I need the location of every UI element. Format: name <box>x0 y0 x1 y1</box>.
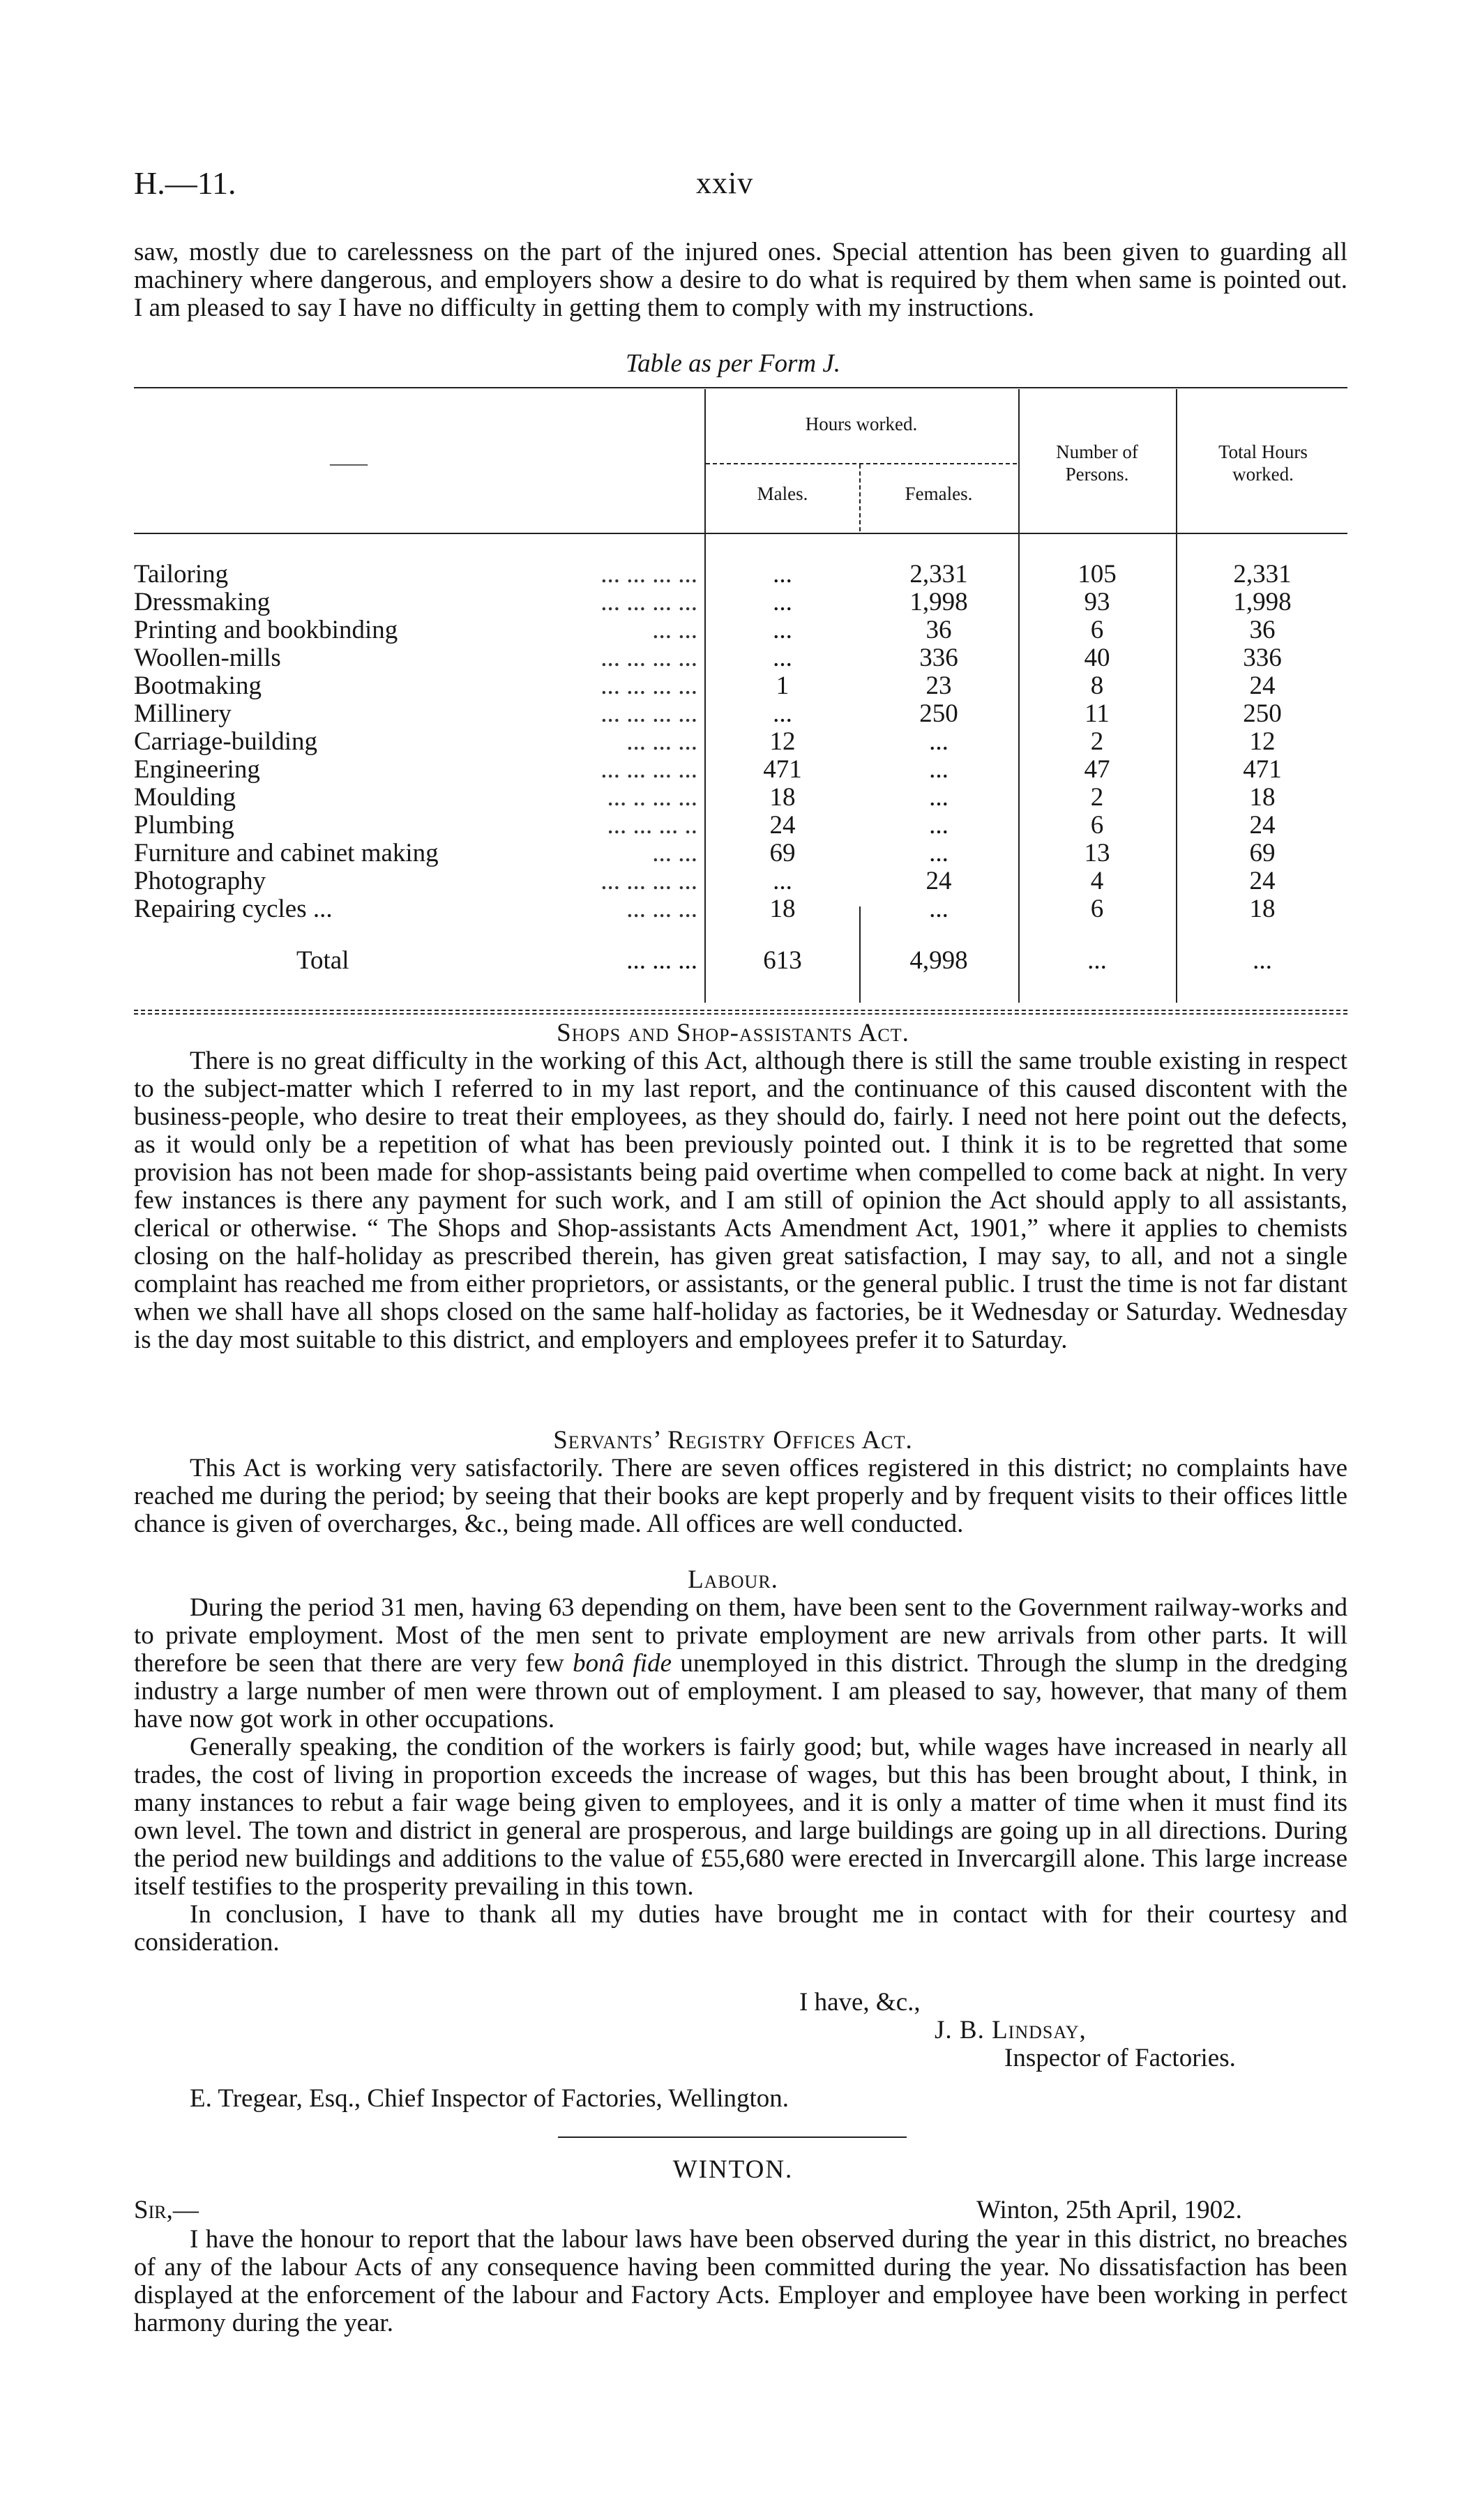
labour-p1-before: During the period 31 men, having 63 depending on them, have been sent to the Government railway-works and to private employment. Most of the men sent to private employment are new arrivals from other parts. It will therefore be seen that there are very few <box>134 1593 1347 1678</box>
cell-males: 18 <box>769 895 796 923</box>
cell-females: ... <box>929 895 949 923</box>
report-code: H.—11. <box>134 165 236 201</box>
cell-total-hours: 12 <box>1249 727 1276 756</box>
section-divider <box>558 2136 907 2138</box>
winton-paragraph: I have the honour to report that the labour laws have been observed during the year in this district, no breaches of any of the labour Acts of any consequence having been committed during the year. No dissatisfaction has been displayed at the enforcement of the labour and Factory Acts. Employer and employee have been working in perfect harmony during the year. <box>134 2225 1347 2337</box>
cell-total-hours: 1,998 <box>1233 588 1292 616</box>
row-label: Repairing cycles ... <box>134 895 333 923</box>
total-leaders: ... ... ... <box>626 946 697 975</box>
cell-persons: 11 <box>1085 699 1110 728</box>
section-servants <box>134 1455 1347 1538</box>
closing-line: I have, &c., <box>799 1988 921 2017</box>
section-heading-shops: Shops and Shop-assistants Act. <box>557 1019 909 1047</box>
letter-date: Winton, 25th April, 1902. <box>976 2196 1242 2224</box>
addressee: E. Tregear, Esq., Chief Inspector of Factories, Wellington. <box>190 2084 789 2113</box>
cell-males: ... <box>773 699 792 728</box>
salutation: Sir,— <box>134 2196 199 2224</box>
cell-males: 471 <box>763 755 802 784</box>
row-label: Printing and bookbinding <box>134 616 398 644</box>
row-label: Engineering <box>134 755 260 784</box>
cell-females: ... <box>929 755 949 784</box>
row-label: Dressmaking <box>134 588 271 616</box>
cell-males: ... <box>773 867 792 895</box>
labour-paragraph-2: Generally speaking, the condition of the workers is fairly good; but, while wages have increased in nearly all trades, the cost of living in proportion exceeds the increase of wages, but this has been brought about, I think, in many instances to rebut a fair wage being given to employees, and it is only a matter of time when it must find its own level. The town and district in general are prosperous, and large buildings are going up in all directions. During the period new buildings and additions to the value of £55,680 were erected in Invercargill alone. This large increase itself testifies to the prosperity prevailing in this town. <box>134 1733 1347 1901</box>
cell-females: 1,998 <box>909 588 968 616</box>
cell-males: ... <box>773 644 792 672</box>
cell-total-hours: 24 <box>1249 867 1276 895</box>
winton-body <box>134 2226 1347 2337</box>
col-header-males: Males. <box>757 483 808 504</box>
cell-persons: 8 <box>1090 671 1104 700</box>
row-leaders: ... ... ... ... <box>600 588 697 616</box>
cell-females: 2,331 <box>909 560 968 589</box>
cell-females: ... <box>929 811 949 840</box>
cell-persons: 40 <box>1084 644 1110 672</box>
row-leaders: ... ... <box>652 616 697 644</box>
section-heading-labour: Labour. <box>688 1565 778 1594</box>
group-rule <box>706 463 1017 464</box>
cell-females: 36 <box>925 616 952 644</box>
cell-total-hours: 250 <box>1243 699 1282 728</box>
cell-females: 23 <box>925 671 952 700</box>
cell-total-hours: 69 <box>1249 839 1276 867</box>
stub-header: —— <box>330 453 368 473</box>
row-leaders: ... ... ... ... <box>600 671 697 700</box>
row-label: Plumbing <box>134 811 234 840</box>
total-top-rule-2 <box>134 1013 1347 1015</box>
col-header-total-hours: Total Hours worked. <box>1218 441 1308 485</box>
cell-females: ... <box>929 783 949 812</box>
row-label: Tailoring <box>134 560 229 589</box>
row-leaders: ... ... ... .. <box>607 811 697 840</box>
intro-text: saw, mostly due to carelessness on the part of the injured ones. Special attention has been given to guarding all machinery where dangerous, and employers show a desire to do what is required by them when same is pointed out. I am pleased to say I have no difficulty in getting them to comply with my instructions. <box>134 238 1347 322</box>
section-heading-servants: Servants’ Registry Offices Act. <box>553 1426 913 1455</box>
col-header-females: Females. <box>905 483 973 504</box>
cell-persons: 13 <box>1084 839 1110 867</box>
table-caption: Table as per Form J. <box>626 349 840 378</box>
total-females: 4,998 <box>909 946 968 975</box>
total-hours: ... <box>1253 946 1272 975</box>
cell-persons: 4 <box>1090 867 1104 895</box>
cell-total-hours: 24 <box>1249 671 1276 700</box>
row-leaders: ... ... ... <box>626 727 697 756</box>
cell-persons: 47 <box>1084 755 1110 784</box>
group-header: Hours worked. <box>805 413 918 434</box>
cell-persons: 2 <box>1090 783 1104 812</box>
labour-p1-after: unemployed in this district. Through the slump in the dredging industry a large number of men were thrown out of employment. I am pleased to say, however, that many of them have now got work in other occupations. <box>134 1649 1347 1733</box>
row-leaders: ... ... ... ... <box>600 699 697 728</box>
page-number: xxiv <box>696 166 754 200</box>
cell-males: 1 <box>776 671 789 700</box>
cell-males: 69 <box>769 839 796 867</box>
intro-paragraph <box>134 238 1347 322</box>
cell-persons: 105 <box>1078 560 1117 589</box>
cell-males: ... <box>773 616 792 644</box>
section-shops <box>134 1047 1347 1354</box>
row-leaders: ... ... ... ... <box>600 644 697 672</box>
row-leaders: ... .. ... ... <box>607 783 697 812</box>
labour-paragraph-1 <box>134 1594 1347 1733</box>
cell-persons: 6 <box>1090 895 1104 923</box>
total-males: 613 <box>763 946 802 975</box>
cell-total-hours: 24 <box>1249 811 1276 840</box>
labour-paragraph-3: In conclusion, I have to thank all my duties have brought me in contact with for their courtesy and consideration. <box>134 1900 1347 1957</box>
row-leaders: ... ... ... ... <box>600 867 697 895</box>
table-top-rule <box>134 387 1347 388</box>
cell-total-hours: 18 <box>1249 895 1276 923</box>
cell-total-hours: 2,331 <box>1233 560 1292 589</box>
row-label: Moulding <box>134 783 236 812</box>
labour-p1-italic: bonâ fide <box>573 1649 672 1678</box>
cell-persons: 6 <box>1090 811 1104 840</box>
row-label: Millinery <box>134 699 232 728</box>
winton-heading: WINTON. <box>672 2155 794 2184</box>
header-bottom-rule <box>134 533 1347 534</box>
cell-total-hours: 18 <box>1249 783 1276 812</box>
shops-paragraph: There is no great difficulty in the working of this Act, although there is still the same trouble existing in respect to the subject-matter which I referred to in my last report, and the continuance of this caused discontent with the business-people, who desire to treat their employees, as they should do, fairly. I need not here point out the defects, as it would only be a repetition of what has been previously pointed out. I think it is to be regretted that some provision has not been made for shop-assistants being paid overtime when compelled to come back at night. In very few instances is there any payment for such work, and I am still of opinion the Act should apply to all assistants, clerical or otherwise. “ The Shops and Shop-assistants Acts Amendment Act, 1901,” where it applies to chemists closing on the half-holiday as prescribed therein, has given great satisfaction, I may say, to all, and not a single complaint has reached me from either proprietors, or assistants, or the general public. I trust the time is not far distant when we shall have all shops closed on the same half-holiday as factories, be it Wednesday or Saturday. Wednesday is the day most suitable to this district, and employers and employees prefer it to Saturday. <box>134 1047 1347 1354</box>
row-label: Bootmaking <box>134 671 262 700</box>
cell-total-hours: 36 <box>1249 616 1276 644</box>
cell-total-hours: 471 <box>1243 755 1282 784</box>
cell-females: 336 <box>919 644 958 672</box>
cell-females: ... <box>929 727 949 756</box>
signatory-name: J. B. Lindsay, <box>935 2016 1087 2044</box>
cell-males: 18 <box>769 783 796 812</box>
row-label: Carriage-building <box>134 727 318 756</box>
cell-males: 12 <box>769 727 796 756</box>
servants-paragraph: This Act is working very satisfactorily. There are seven offices registered in this district; no complaints have reached me during the period; by seeing that their books are kept properly and by frequent visits to their offices little chance is given of overcharges, &c., being made. All offices are well conducted. <box>134 1454 1347 1538</box>
cell-persons: 2 <box>1090 727 1104 756</box>
section-labour <box>134 1594 1347 1957</box>
row-label: Furniture and cabinet making <box>134 839 439 867</box>
row-label: Photography <box>134 867 266 895</box>
cell-persons: 6 <box>1090 616 1104 644</box>
total-label: Total <box>296 946 349 975</box>
cell-males: ... <box>773 588 792 616</box>
row-label: Woollen-mills <box>134 644 281 672</box>
signatory-title: Inspector of Factories. <box>1004 2044 1236 2072</box>
row-leaders: ... ... ... ... <box>600 560 697 589</box>
row-leaders: ... ... ... ... <box>600 755 697 784</box>
col-header-persons: Number of Persons. <box>1056 441 1138 485</box>
row-leaders: ... ... ... <box>626 895 697 923</box>
cell-males: 24 <box>769 811 796 840</box>
row-leaders: ... ... <box>652 839 697 867</box>
cell-females: 24 <box>925 867 952 895</box>
cell-males: ... <box>773 560 792 589</box>
cell-total-hours: 336 <box>1243 644 1282 672</box>
cell-females: 250 <box>919 699 958 728</box>
cell-females: ... <box>929 839 949 867</box>
total-persons: ... <box>1087 946 1107 975</box>
cell-persons: 93 <box>1084 588 1110 616</box>
